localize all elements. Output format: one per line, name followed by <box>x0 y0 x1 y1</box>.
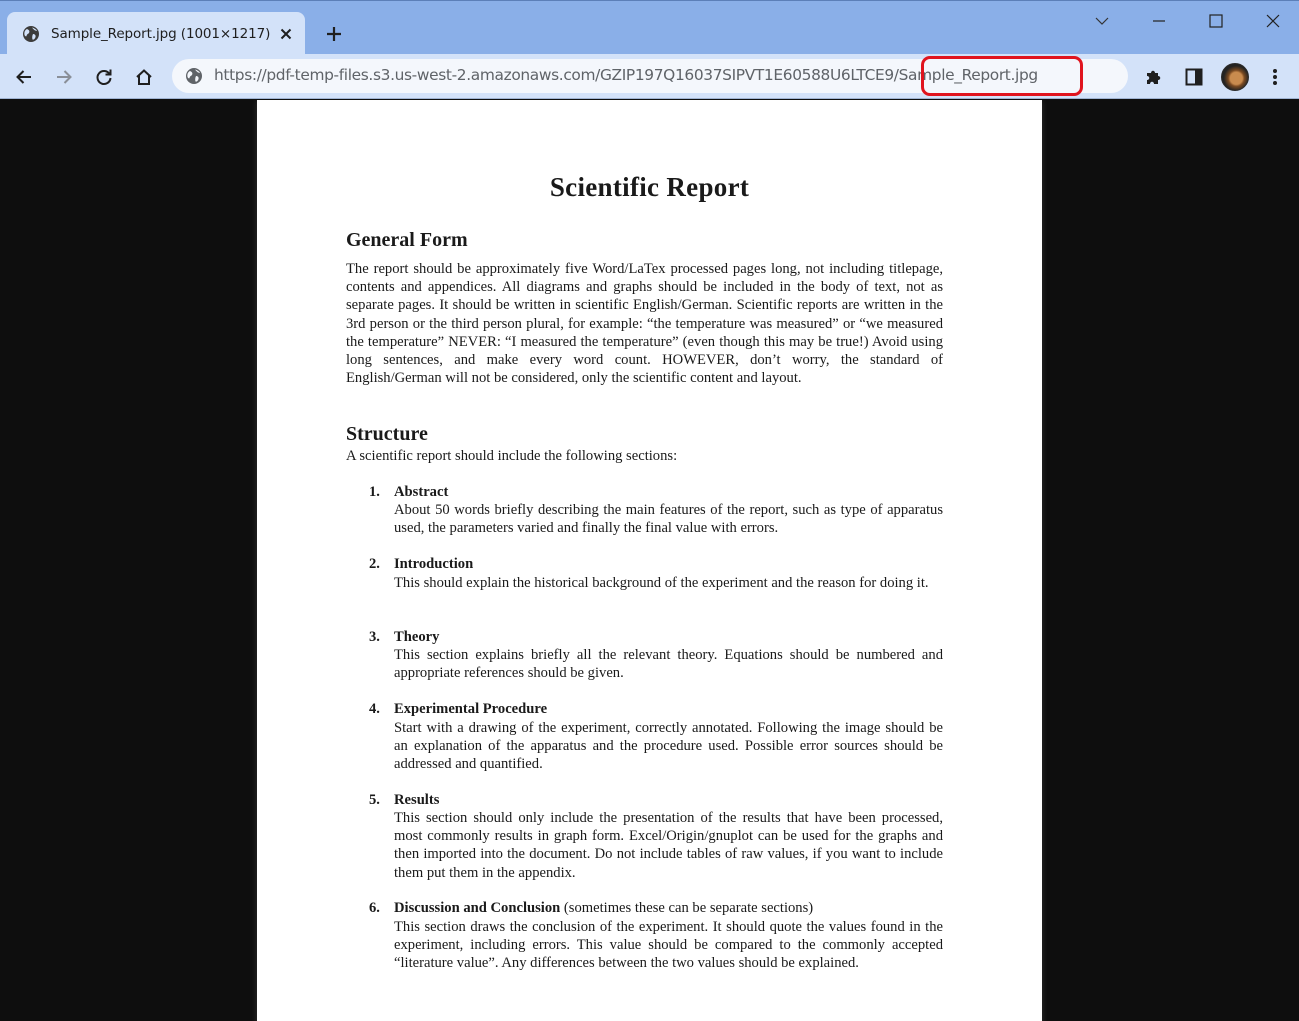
general-form-body: The report should be approximately five Word/LaTex processed pages long, not including titlepage, contents and appendices. All diagrams and graphs should be included in the body of text, not as separate pages. It should be written in scientific English/German. Scientific reports are written in the 3rd person or the third person plural, for example: “the temperature was measured” or “we measured the temperature” NEVER: “I measured the temperature” (even though this may be true!) Avoid using long sentences, and make every word count. HOWEVER, don’t worry, the standard of English/German will not be considered, only the scientific content and layout. <box>346 261 943 387</box>
item-title-theory: Theory <box>394 629 440 645</box>
minimize-button[interactable] <box>1147 9 1171 33</box>
url-text[interactable] <box>214 66 1038 84</box>
url-file: Sample_Report.jpg <box>898 66 1038 84</box>
more-vert-icon <box>1272 68 1278 86</box>
maximize-button[interactable] <box>1204 9 1228 33</box>
maximize-icon <box>1209 14 1223 28</box>
title-bar <box>0 0 1299 54</box>
minimize-icon <box>1152 14 1166 28</box>
new-tab-button[interactable] <box>323 23 345 45</box>
reload-icon <box>95 68 113 86</box>
menu-button[interactable] <box>1263 65 1287 89</box>
item-title-discussion-conclusion: Discussion and Conclusion (sometimes these can be separate sections) <box>394 900 814 916</box>
arrow-left-icon <box>15 68 33 86</box>
item-number: 6. <box>369 900 380 916</box>
globe-icon <box>22 25 40 43</box>
close-icon <box>280 28 292 40</box>
side-panel-icon <box>1185 68 1203 86</box>
tab-search-button[interactable] <box>1090 9 1114 33</box>
url-filename-highlight <box>921 56 1083 96</box>
item-body-discussion-conclusion: This section draws the conclusion of the experiment. It should quote the values found in the experiment, including errors. This value should be compared to the commonly accepted “literature value”. Any differences between the two values should be explained. <box>394 919 943 972</box>
plus-icon <box>325 25 343 43</box>
image-viewer <box>0 100 1299 1021</box>
tab-sample-report[interactable] <box>7 12 305 56</box>
back-button[interactable] <box>12 65 36 89</box>
item-title-results: Results <box>394 792 440 808</box>
close-window-button[interactable] <box>1261 9 1285 33</box>
url-host: https://pdf-temp-files.s3.us-west-2.amazonaws.com/GZIP197Q16037SIPVT1E60588U6LTCE9/ <box>214 66 899 84</box>
profile-avatar[interactable] <box>1221 63 1249 91</box>
document-title: Scientific Report <box>549 172 750 202</box>
item-title-abstract: Abstract <box>394 484 449 500</box>
puzzle-icon <box>1144 67 1164 87</box>
item-body-experimental-procedure: Start with a drawing of the experiment, correctly annotated. Following the image should be an explanation of the apparatus and the procedure used. Possible error sources should be addressed and quantified. <box>394 720 943 773</box>
item-body-theory: This section explains briefly all the relevant theory. Equations should be numbered and appropriate references should be given. <box>394 647 943 682</box>
home-icon <box>135 68 153 86</box>
item-number: 2. <box>369 556 380 572</box>
item-number: 1. <box>369 484 380 500</box>
heading-general-form: General Form <box>346 229 468 251</box>
reload-button[interactable] <box>92 65 116 89</box>
arrow-right-icon <box>55 68 73 86</box>
extensions-button[interactable] <box>1142 65 1166 89</box>
item-title-introduction: Introduction <box>394 556 474 572</box>
item-body-abstract: About 50 words briefly describing the main features of the report, such as type of apparatus used, the parameters varied and finally the final value with errors. <box>394 502 943 537</box>
heading-structure: Structure <box>346 423 428 445</box>
globe-icon[interactable] <box>185 67 203 85</box>
close-icon <box>1266 14 1280 28</box>
structure-intro: A scientific report should include the following sections: <box>346 448 678 464</box>
tab-close-button[interactable] <box>277 25 295 43</box>
item-number: 4. <box>369 701 380 717</box>
report-image <box>257 100 1042 1021</box>
browser-toolbar <box>0 54 1299 99</box>
side-panel-button[interactable] <box>1182 65 1206 89</box>
item-number: 3. <box>369 629 380 645</box>
tab-title: Sample_Report.jpg (1001×1217) <box>51 26 271 42</box>
chevron-down-icon <box>1095 16 1109 26</box>
forward-button[interactable] <box>52 65 76 89</box>
item-title-experimental-procedure: Experimental Procedure <box>394 701 548 717</box>
item-body-introduction: This should explain the historical background of the experiment and the reason for doing it. <box>394 575 929 591</box>
item-body-results: This section should only include the presentation of the results that have been processed, most commonly results in graph form. Excel/Origin/gnuplot can be used for the graphs and then imported into the document. Do not include tables of raw values, if you want to include them put them in the appendix. <box>394 810 943 881</box>
item-number: 5. <box>369 792 380 808</box>
home-button[interactable] <box>132 65 156 89</box>
